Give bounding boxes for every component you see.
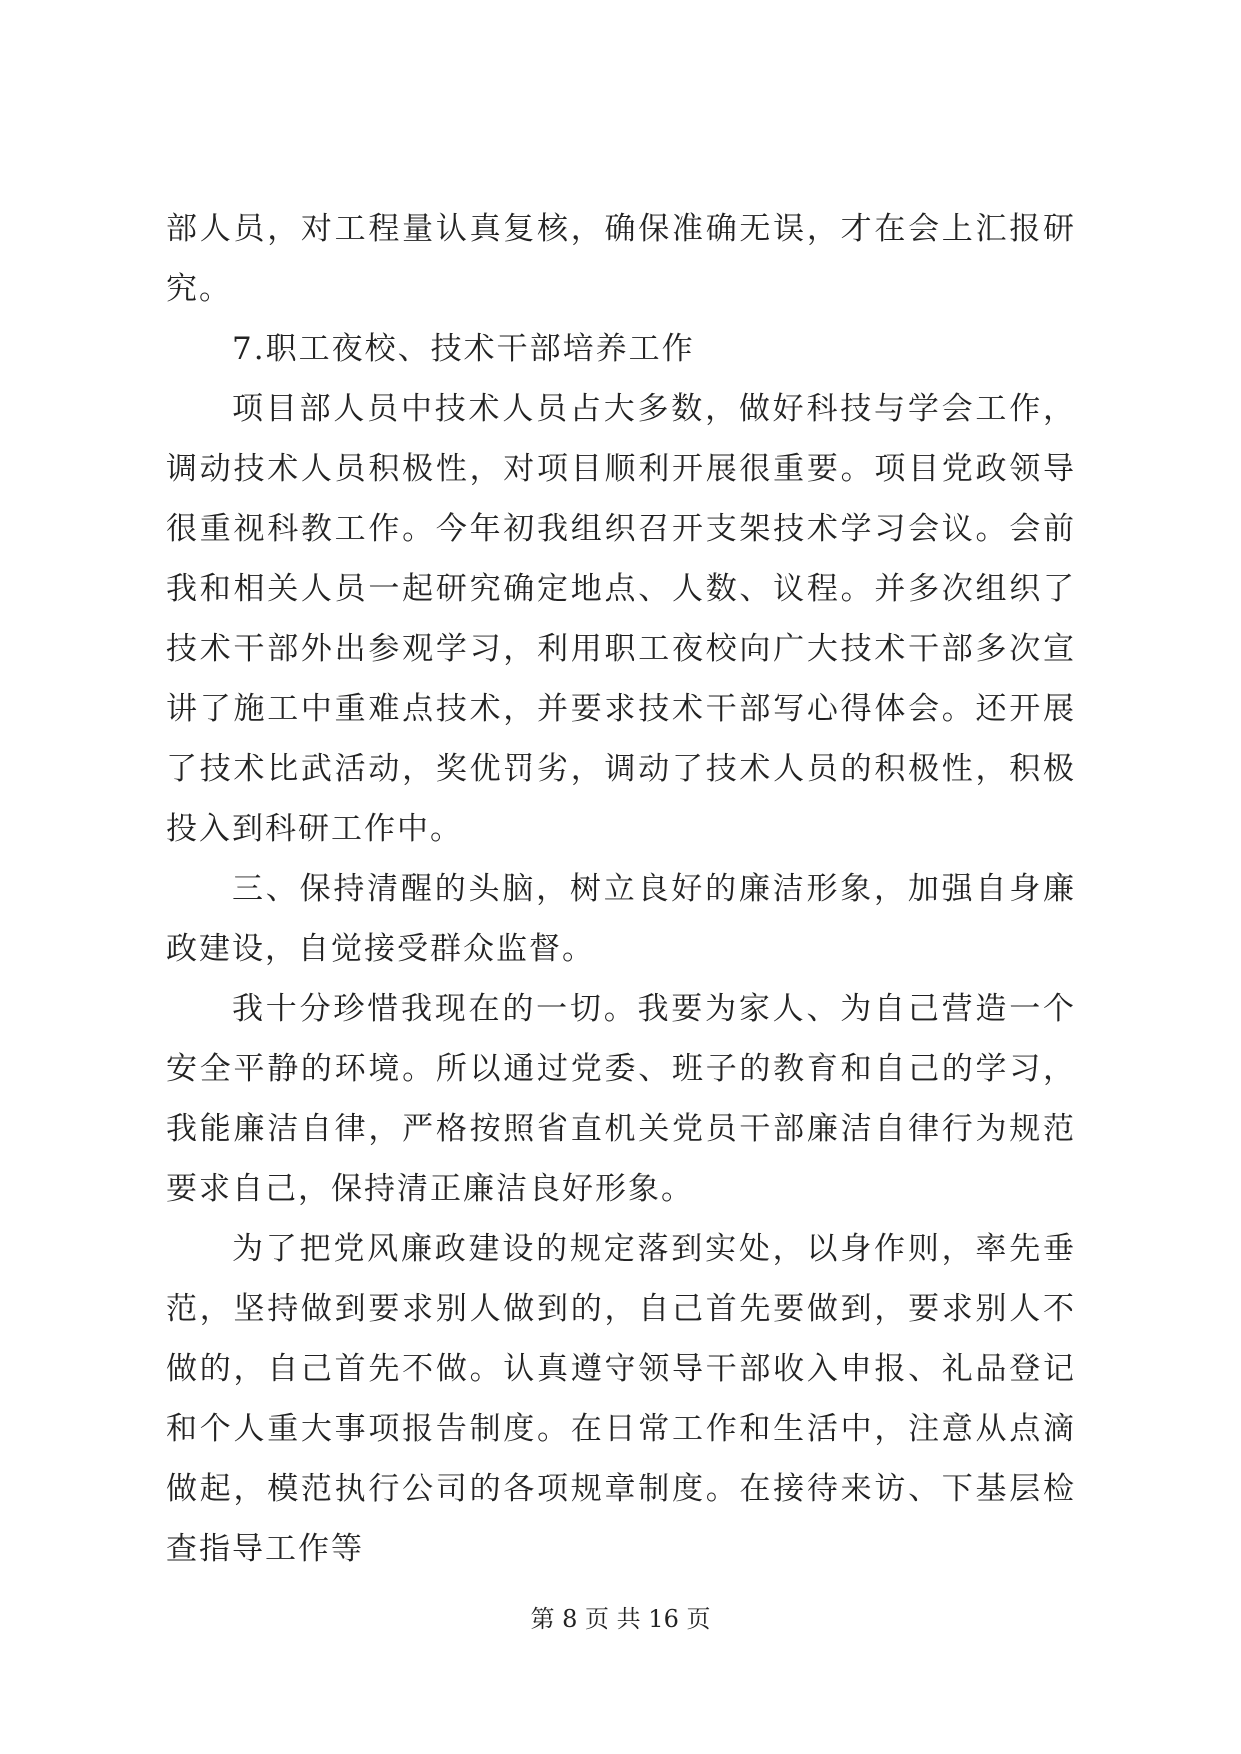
paragraph-continuation: 部人员，对工程量认真复核，确保准确无误，才在会上汇报研究。: [166, 211, 1076, 307]
section-heading-7: 7.职工夜校、技术干部培养工作: [232, 331, 695, 367]
paragraph-technical-training: 项目部人员中技术人员占大多数，做好科技与学会工作，调动技术人员积极性，对项目顺利开展很重要。项目党政领导很重视科教工作。今年初我组织召开支架技术学习会议。会前我和相关人员一起研究确定地点、人数、议程。并多次组织了技术干部外出参观学习，利用职工夜校向广大技术干部多次宣讲了施工中重难点技术，并要求技术干部写心得体会。还开展了技术比武活动，奖优罚劣，调动了技术人员的积极性，积极投入到科研工作中。: [166, 391, 1076, 847]
paragraph-integrity-rules: 为了把党风廉政建设的规定落到实处，以身作则，率先垂范，坚持做到要求别人做到的，自己首先要做到，要求别人不做的，自己首先不做。认真遵守领导干部收入申报、礼品登记和个人重大事项报告制度。在日常工作和生活中，注意从点滴做起，模范执行公司的各项规章制度。在接待来访、下基层检查指导工作等: [166, 1231, 1076, 1567]
section-heading-3: 三、保持清醒的头脑，树立良好的廉洁形象，加强自身廉政建设，自觉接受群众监督。: [166, 871, 1076, 967]
page-number-footer: 第 8 页 共 16 页: [530, 1605, 711, 1633]
document-body: [166, 199, 1076, 1579]
paragraph-self-discipline: 我十分珍惜我现在的一切。我要为家人、为自己营造一个安全平静的环境。所以通过党委、班子的教育和自己的学习，我能廉洁自律，严格按照省直机关党员干部廉洁自律行为规范要求自己，保持清正廉洁良好形象。: [166, 991, 1076, 1207]
